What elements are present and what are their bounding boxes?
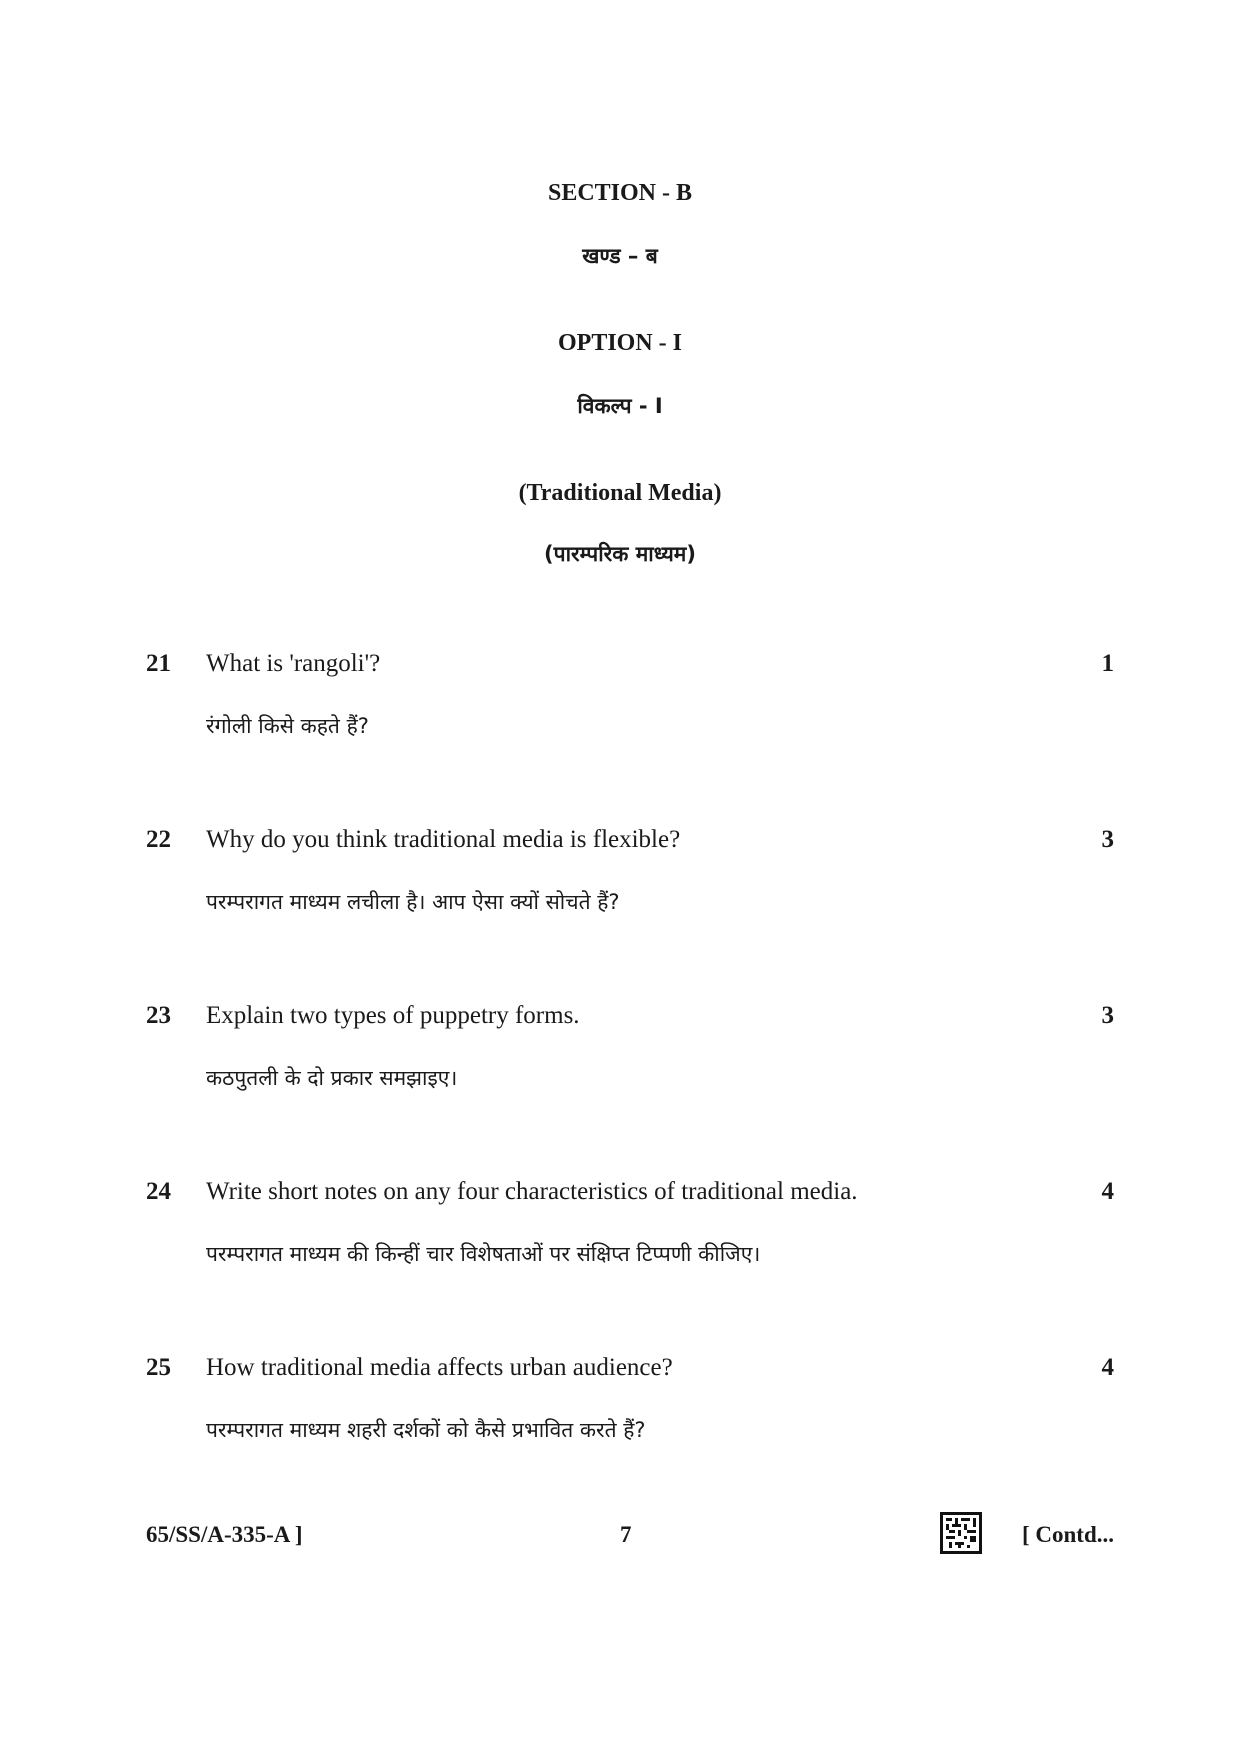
question-marks: 3 — [1101, 1002, 1114, 1029]
question-24 — [0, 1178, 1240, 1218]
question-marks: 4 — [1101, 1354, 1114, 1381]
question-25 — [0, 1354, 1240, 1394]
question-22 — [0, 826, 1240, 866]
subject-title-hindi: (पारम्परिक माध्यम) — [544, 542, 696, 566]
question-23-hindi: कठपुतली के दो प्रकार समझाइए। — [206, 1066, 458, 1090]
question-text: How traditional media affects urban audience? — [206, 1354, 673, 1381]
question-marks: 1 — [1101, 650, 1114, 677]
question-marks: 3 — [1101, 826, 1114, 853]
question-24-hindi: परम्परागत माध्यम की किन्हीं चार विशेषताओं पर संक्षिप्त टिप्पणी कीजिए। — [206, 1242, 761, 1266]
question-text: Explain two types of puppetry forms. — [206, 1002, 580, 1029]
question-21-hindi: रंगोली किसे कहते हैं? — [206, 714, 369, 738]
question-text: What is 'rangoli'? — [206, 650, 381, 677]
question-number: 21 — [146, 650, 171, 677]
continued-label: [ Contd... — [1021, 1522, 1114, 1547]
question-23 — [0, 1002, 1240, 1042]
option-title: OPTION - I — [557, 330, 682, 356]
question-21 — [0, 650, 1240, 690]
option-title-hindi: विकल्प - I — [577, 394, 663, 418]
question-marks: 4 — [1101, 1178, 1114, 1205]
question-number: 25 — [146, 1354, 171, 1381]
question-text: Write short notes on any four characteristics of traditional media. — [206, 1178, 858, 1205]
subject-title: (Traditional Media) — [518, 480, 722, 506]
section-title: SECTION - B — [547, 180, 693, 206]
question-number: 23 — [146, 1002, 171, 1029]
question-number: 24 — [146, 1178, 171, 1205]
section-title-hindi: खण्ड – ब — [582, 244, 658, 268]
question-22-hindi: परम्परागत माध्यम लचीला है। आप ऐसा क्यों सोचते हैं? — [206, 890, 620, 914]
paper-code: 65/SS/A-335-A ] — [146, 1522, 303, 1547]
question-number: 22 — [146, 826, 171, 853]
qr-code-icon — [940, 1512, 982, 1554]
question-text: Why do you think traditional media is flexible? — [206, 826, 681, 853]
question-25-hindi: परम्परागत माध्यम शहरी दर्शकों को कैसे प्रभावित करते हैं? — [206, 1418, 646, 1442]
page-number: 7 — [620, 1522, 632, 1547]
